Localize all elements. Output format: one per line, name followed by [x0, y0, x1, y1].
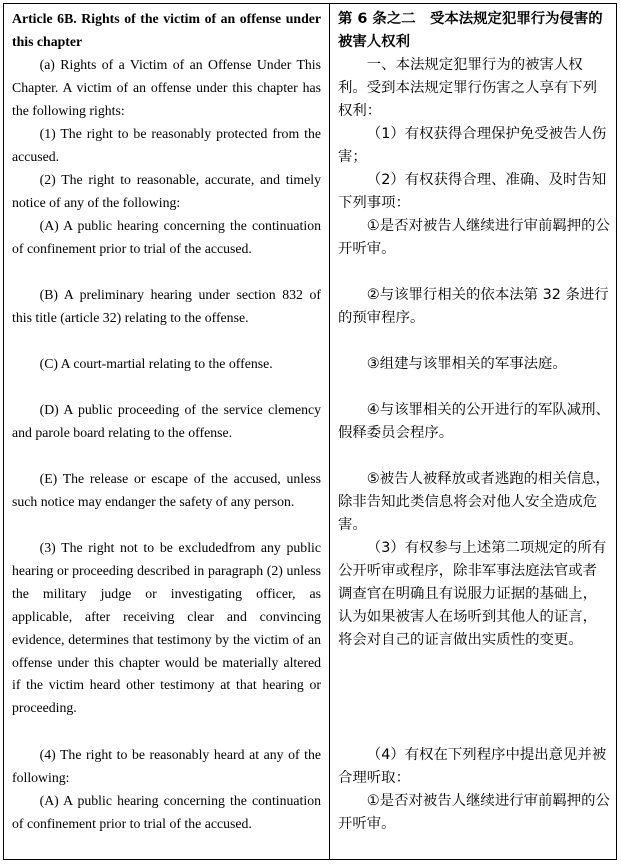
chinese-paragraph-a: 一、本法规定犯罪行为的被害人权利。受到本法规定罪行伤害之人享有下列权利：: [338, 57, 598, 119]
chinese-paragraph-3: （3）有权参与上述第二项规定的所有公开听审或程序，除非军事法庭法官或者调查官在明确且有说服力证据的基础上，认为如果被害人在场听到其他人的证言，将会对自己的证言做出实质性的变更。: [338, 540, 607, 648]
chinese-column: [338, 4, 611, 859]
english-item-4a: (A) A public hearing concerning the continuation of confinement prior to trial of the accused.: [12, 793, 321, 831]
english-item-2c: (C) A court-martial relating to the offense.: [39, 356, 273, 371]
chinese-item-4-1: ①是否对被告人继续进行审前羁押的公开听审。: [338, 793, 610, 832]
english-item-2d: (D) A public proceeding of the service clemency and parole board relating to the offense.: [12, 402, 321, 440]
english-paragraph-1: (1) The right to be reasonably protected from the accused.: [12, 126, 321, 164]
english-item-2a: (A) A public hearing concerning the continuation of confinement prior to trial of the accused.: [12, 218, 321, 256]
english-item-2b: (B) A preliminary hearing under section 832 of this title (article 32) relating to the offense.: [12, 287, 321, 325]
english-paragraph-a: (a) Rights of a Victim of an Offense Under This Chapter. A victim of an offense under this chapter has the following rights:: [12, 57, 321, 118]
chinese-item-4: ④与该罪相关的公开进行的军队减刑、假释委员会程序。: [338, 402, 610, 441]
english-paragraph-4: (4) The right to be reasonably heard at any of the following:: [12, 747, 321, 785]
chinese-paragraph-2: （2）有权获得合理、准确、及时告知下列事项：: [338, 172, 607, 211]
chinese-item-5: ⑤被告人被释放或者逃跑的相关信息，除非告知此类信息将会对他人安全造成危害。: [338, 471, 610, 533]
chinese-item-1: ①是否对被告人继续进行审前羁押的公开听审。: [338, 218, 610, 257]
chinese-title: 第 6 条之二 受本法规定犯罪行为侵害的被害人权利: [338, 11, 603, 50]
english-paragraph-2: (2) The right to reasonable, accurate, and timely notice of any of the following:: [12, 172, 321, 210]
chinese-paragraph-4: （4）有权在下列程序中提出意见并被合理听取：: [338, 747, 607, 786]
bilingual-table: [3, 3, 617, 860]
english-item-2e: (E) The release or escape of the accused, unless such notice may endanger the safety of any person.: [12, 471, 321, 509]
english-column: [12, 4, 321, 859]
chinese-paragraph-1: （1）有权获得合理保护免受被告人伤害；: [338, 126, 607, 165]
chinese-item-2: ②与该罪行相关的依本法第 32 条进行的预审程序。: [338, 287, 609, 326]
english-paragraph-3: (3) The right not to be excludedfrom any public hearing or proceeding described in paragraph (2) unless the military judge or investigating officer, as applicable, after receiving clear and convincing evidence, determines that testimony by the victim of an offense under this chapter would be materially altered if the victim heard other testimony at that hearing or proceeding.: [12, 540, 321, 716]
column-divider: [329, 4, 330, 859]
english-title: Article 6B. Rights of the victim of an offense under this chapter: [12, 11, 321, 49]
chinese-item-3: ③组建与该罪相关的军事法庭。: [366, 356, 567, 372]
